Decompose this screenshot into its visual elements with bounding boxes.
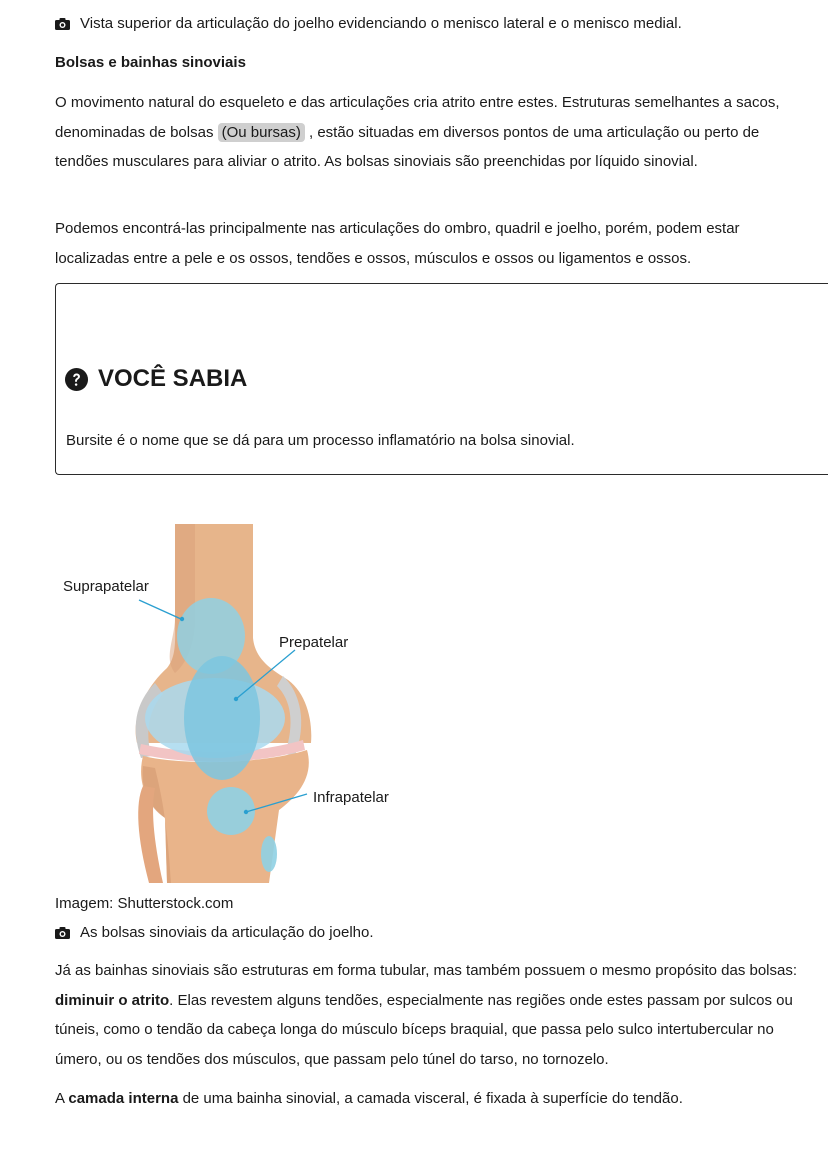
image-credit: Imagem: Shutterstock.com xyxy=(55,895,234,912)
text-run: . Elas revestem alguns tendões, especialmente nas regiões onde estes passam por sulcos ou túneis, como o tendão da cabeça longa do músculo bíceps braquial, que passa pelo sulco intertubercular no úmero, ou os tendões dos músculos, que passam pelo túnel do tarso, no tornozelo. xyxy=(55,991,793,1068)
bold-term: camada interna xyxy=(68,1090,179,1107)
image-caption-top xyxy=(55,14,682,34)
caption-text: Vista superior da articulação do joelho evidenciando o menisco lateral e o menisco medial. xyxy=(80,15,682,32)
callout-title xyxy=(65,365,247,393)
knee-bursae-illustration xyxy=(55,518,415,883)
caption-text: As bolsas sinoviais da articulação do joelho. xyxy=(80,924,374,941)
did-you-know-callout xyxy=(55,283,828,475)
question-circle-icon xyxy=(65,368,88,391)
text-run: A xyxy=(55,1090,69,1107)
label-suprapatelar: Suprapatelar xyxy=(63,578,149,595)
label-prepatelar: Prepatelar xyxy=(279,634,349,651)
paragraph-camada-interna xyxy=(55,1084,800,1114)
camera-icon xyxy=(55,18,70,30)
image-caption-bottom xyxy=(55,923,374,943)
bold-term: diminuir o atrito xyxy=(55,991,170,1009)
label-infrapatelar: Infrapatelar xyxy=(313,789,389,806)
camera-icon xyxy=(55,927,70,939)
callout-title-text: VOCÊ SABIA xyxy=(98,365,248,392)
paragraph-bolsas xyxy=(55,88,800,177)
highlighted-term[interactable]: (Ou bursas) xyxy=(218,123,305,142)
paragraph-bainhas xyxy=(55,956,800,1074)
callout-text: Bursite é o nome que se dá para um processo inflamatório na bolsa sinovial. xyxy=(66,432,575,449)
paragraph-localizacao: Podemos encontrá-las principalmente nas articulações do ombro, quadril e joelho, porém, podem estar localizadas entre a pele e os ossos, tendões e ossos, músculos e ossos ou ligamentos e ossos. xyxy=(55,220,740,267)
section-heading: Bolsas e bainhas sinoviais xyxy=(55,54,246,71)
text-run: O movimento natural do esqueleto e das articulações cria atrito entre estes. Estruturas semelhantes a sacos, denominadas de bolsas xyxy=(55,94,780,141)
text-run: de uma bainha sinovial, a camada visceral, é fixada à superfície do tendão. xyxy=(178,1090,683,1107)
text-run: Já as bainhas sinoviais são estruturas em forma tubular, mas também possuem o mesmo propósito das bolsas: xyxy=(55,962,798,979)
text-run: , estão situadas em diversos pontos de uma articulação ou perto de tendões musculares para aliviar o atrito. As bolsas sinoviais são preenchidas por líquido sinovial. xyxy=(55,123,760,170)
